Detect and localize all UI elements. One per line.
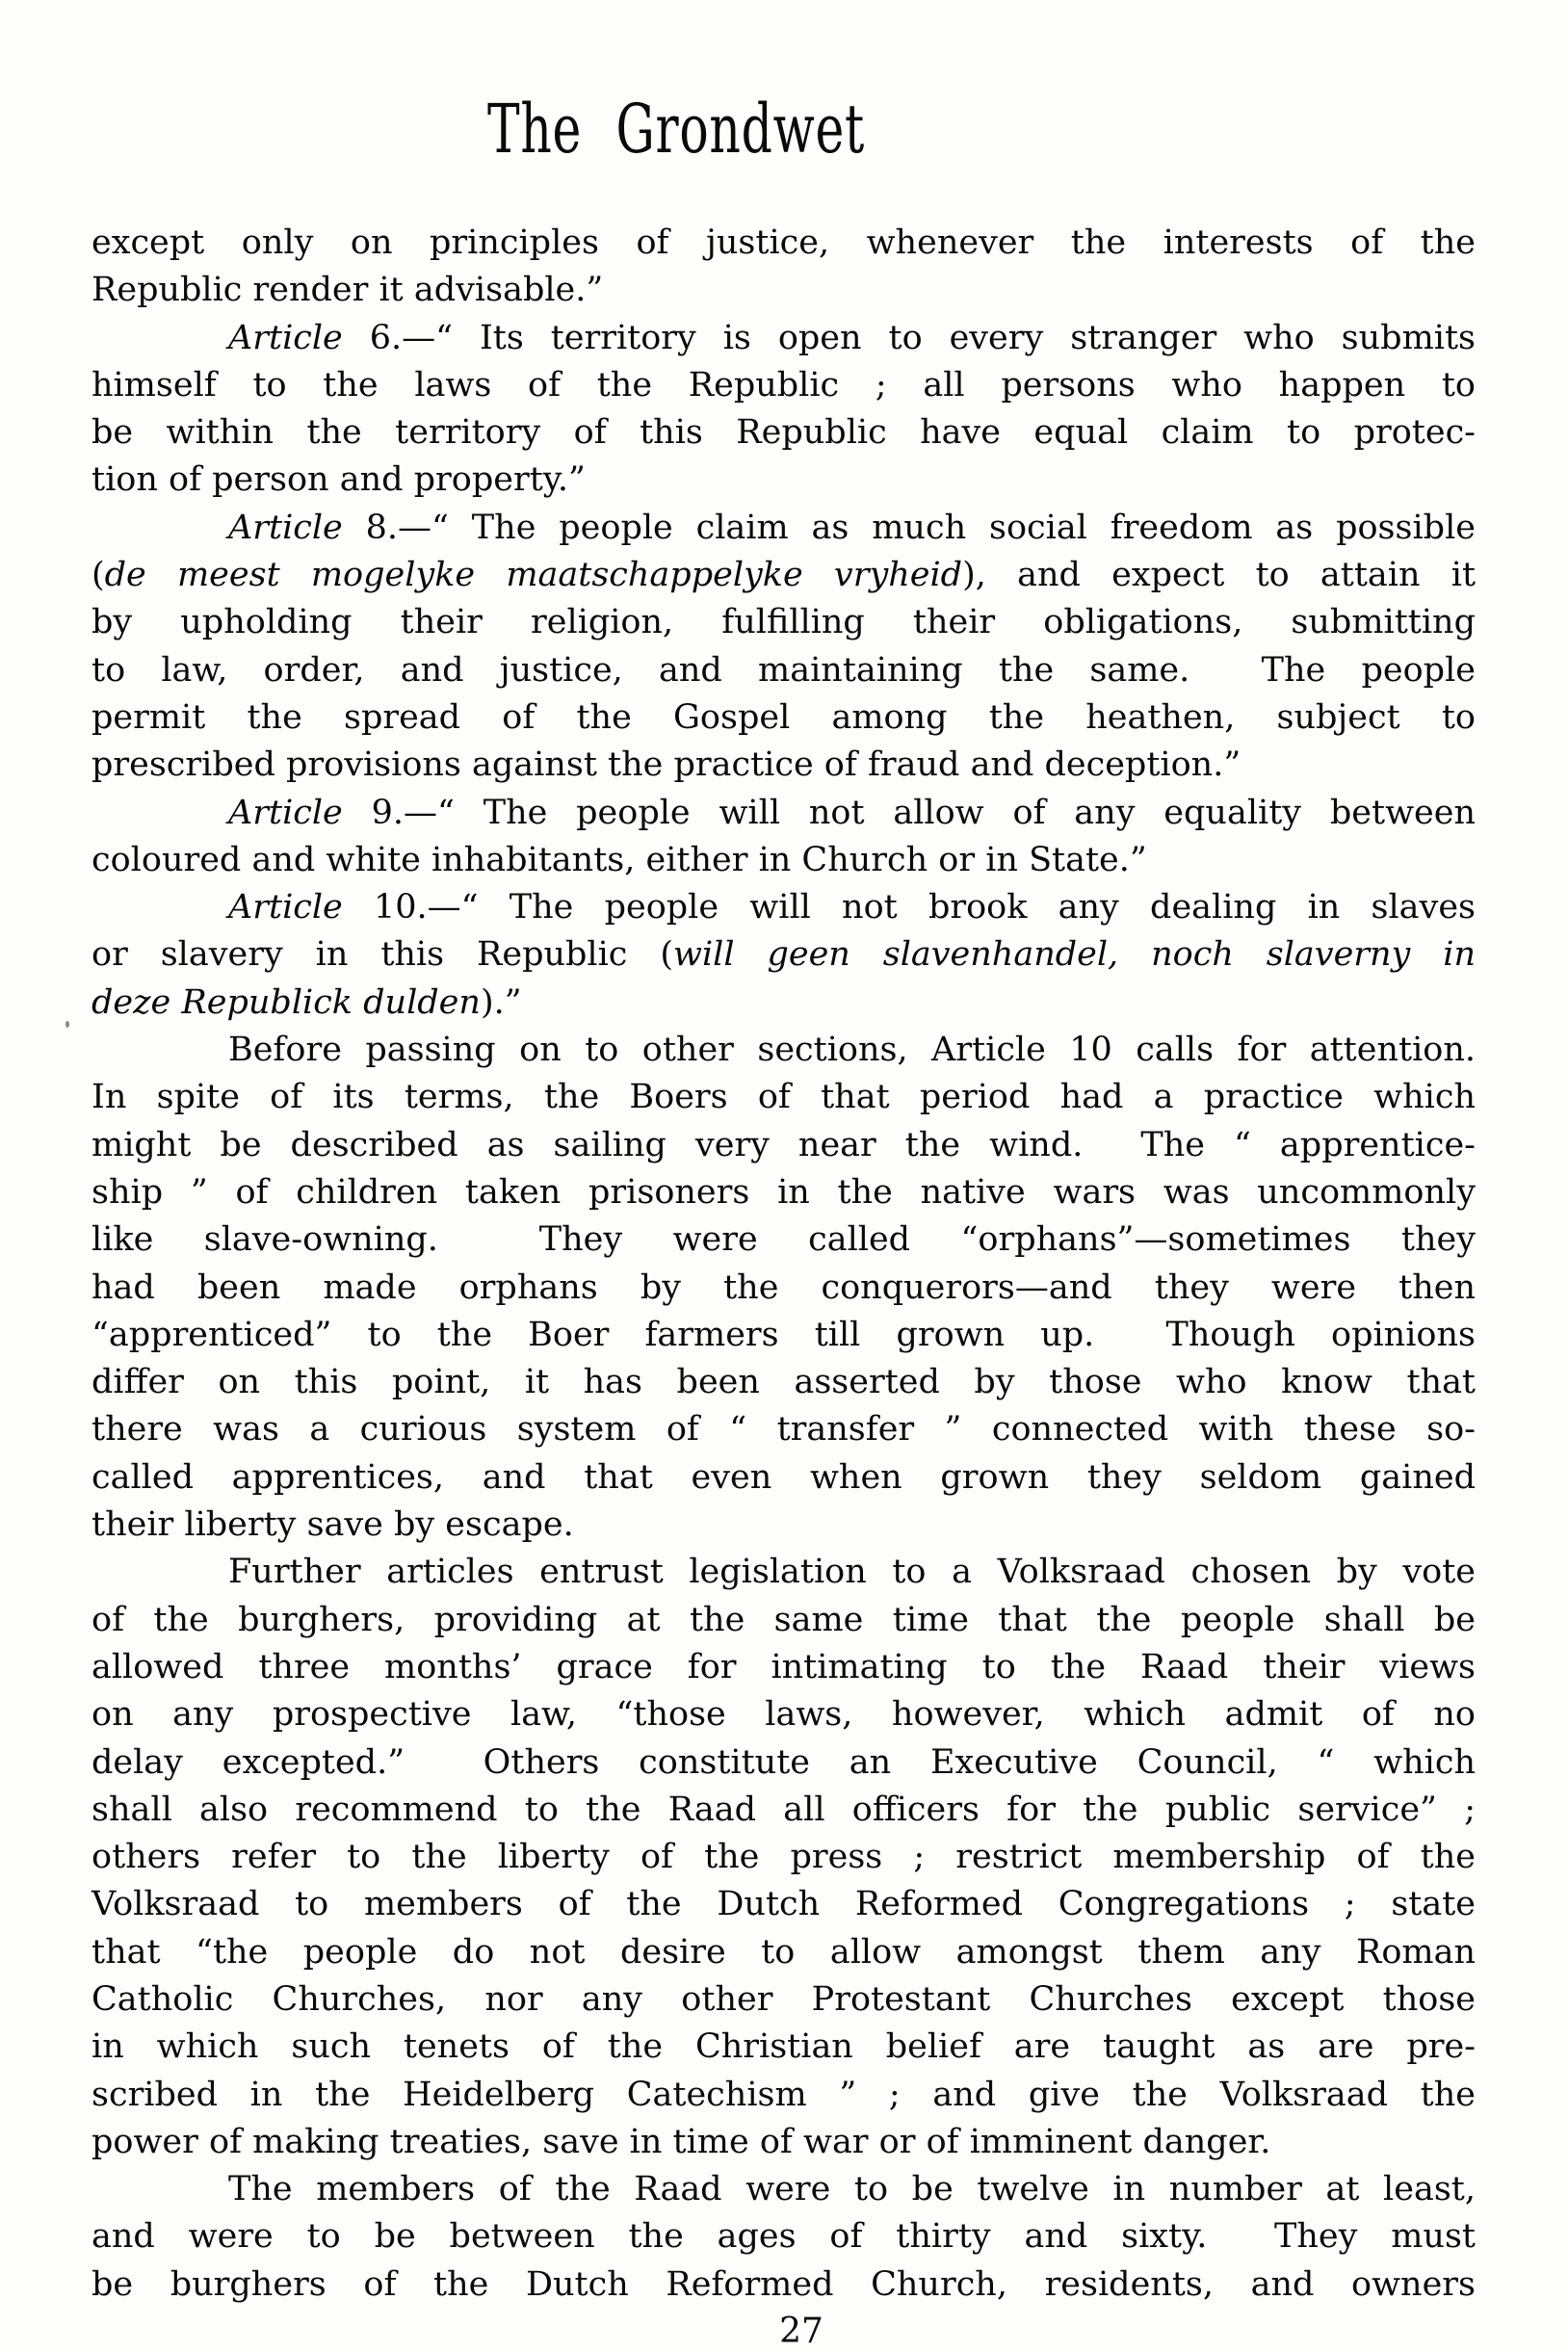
text-run: Before passing on to other sections, Article 10 calls for attention. xyxy=(228,1031,1476,1070)
italic-text-run: de meest mogelyke maatschappelyke vryheid xyxy=(104,556,963,595)
text-run: like slave-owning. They were called “orphans”—sometimes they xyxy=(91,1220,1476,1260)
text-line xyxy=(91,362,1476,409)
text-run: or slavery in this Republic ( xyxy=(91,935,673,975)
text-line xyxy=(91,2119,1476,2166)
text-line xyxy=(91,505,1476,552)
text-line xyxy=(91,1644,1476,1691)
paragraph xyxy=(91,2166,1476,2309)
text-run: Further articles entrust legislation to a Volksraad chosen by vote xyxy=(228,1553,1476,1592)
text-run: of the burghers, providing at the same time that the people shall be xyxy=(91,1600,1476,1639)
text-run: might be described as sailing very near the wind. The “ apprentice- xyxy=(91,1125,1476,1164)
text-line xyxy=(91,1169,1476,1216)
text-line xyxy=(91,1454,1476,1502)
text-line xyxy=(91,457,1476,504)
paragraph xyxy=(91,884,1476,1027)
text-run: differ on this point, it has been asserted by those who know that xyxy=(91,1363,1476,1402)
text-line xyxy=(91,2072,1476,2119)
scan-artifact xyxy=(65,1021,69,1028)
text-line xyxy=(91,267,1476,314)
text-run: called apprentices, and that even when grown they seldom gained xyxy=(91,1457,1476,1497)
italic-text-run: Article xyxy=(228,508,343,547)
text-run: permit the spread of the Gospel among the heathen, subject to xyxy=(91,697,1476,737)
text-run: by upholding their religion, fulfilling their obligations, submitting xyxy=(91,603,1476,642)
text-line xyxy=(91,1881,1476,1928)
text-line xyxy=(91,409,1476,457)
text-line xyxy=(91,552,1476,599)
text-line xyxy=(91,1406,1476,1453)
text-run: Volksraad to members of the Dutch Reformed Congregations ; state xyxy=(91,1885,1476,1924)
text-run: 6.—“ Its territory is open to every stranger who submits xyxy=(342,318,1476,357)
text-line xyxy=(91,2166,1476,2213)
text-run: 9.—“ The people will not allow of any equality between xyxy=(342,793,1476,832)
text-run: in which such tenets of the Christian belief are taught as are pre- xyxy=(91,2027,1476,2067)
text-line xyxy=(91,980,1476,1027)
text-line xyxy=(91,1359,1476,1406)
paragraph xyxy=(91,505,1476,790)
text-line xyxy=(91,2213,1476,2261)
text-line xyxy=(91,315,1476,362)
text-run: power of making treaties, save in time of war or of imminent danger. xyxy=(91,2122,1271,2161)
text-run: there was a curious system of “ transfer ” connected with these so- xyxy=(91,1410,1476,1450)
text-line xyxy=(91,647,1476,694)
text-run: had been made orphans by the conquerors—and they were then xyxy=(91,1267,1476,1307)
text-line xyxy=(91,884,1476,931)
italic-text-run: deze Republick dulden xyxy=(91,982,481,1022)
text-line xyxy=(91,1834,1476,1881)
italic-text-run: Article xyxy=(228,318,343,357)
text-run: delay excepted.” Others constitute an Executive Council, “ which xyxy=(91,1742,1476,1782)
paragraph xyxy=(91,315,1476,505)
text-run: 10.—“ The people will not brook any dealing in slaves xyxy=(342,888,1476,928)
text-run: tion of person and property.” xyxy=(91,460,586,500)
text-line xyxy=(91,1312,1476,1359)
text-line xyxy=(91,1122,1476,1169)
text-run: In spite of its terms, the Boers of that period had a practice which xyxy=(91,1078,1476,1117)
text-run: their liberty save by escape. xyxy=(91,1505,574,1545)
text-run: Catholic Churches, nor any other Protestant Churches except those xyxy=(91,1979,1476,2019)
page-number: 27 xyxy=(779,2312,823,2351)
text-run: others refer to the liberty of the press ; restrict membership of the xyxy=(91,1838,1476,1877)
text-line xyxy=(91,599,1476,646)
text-run: be within the territory of this Republic have equal claim to protec- xyxy=(91,413,1476,453)
text-line xyxy=(91,1739,1476,1787)
text-run: shall also recommend to the Raad all officers for the public service” ; xyxy=(91,1790,1476,1829)
text-line xyxy=(91,1027,1476,1074)
text-run: ( xyxy=(91,556,105,595)
text-run: to law, order, and justice, and maintaining the same. The people xyxy=(91,650,1476,690)
text-run: on any prospective law, “those laws, however, which admit of no xyxy=(91,1695,1476,1735)
text-line xyxy=(91,1074,1476,1121)
text-line xyxy=(91,742,1476,789)
text-line xyxy=(91,2024,1476,2071)
text-run: “apprenticed” to the Boer farmers till grown up. Though opinions xyxy=(91,1315,1476,1354)
text-run: The members of the Raad were to be twelve in number at least, xyxy=(228,2170,1476,2209)
text-run: 8.—“ The people claim as much social freedom as possible xyxy=(342,508,1476,547)
text-line xyxy=(91,1549,1476,1596)
page-title: The Grondwet xyxy=(487,90,865,169)
text-line xyxy=(91,2261,1476,2309)
paragraph xyxy=(91,220,1476,315)
text-run: and were to be between the ages of thirty and sixty. They must xyxy=(91,2217,1476,2257)
text-run: except only on principles of justice, whenever the interests of the xyxy=(91,223,1476,262)
italic-text-run: Article xyxy=(228,888,343,928)
body-text xyxy=(91,220,1476,2309)
text-line xyxy=(91,1929,1476,1976)
text-line xyxy=(91,1787,1476,1834)
text-run: scribed in the Heidelberg Catechism ” ; and give the Volksraad the xyxy=(91,2075,1476,2114)
italic-text-run: Article xyxy=(228,793,343,832)
text-line xyxy=(91,837,1476,884)
italic-text-run: will geen slavenhandel, noch slaverny in xyxy=(672,935,1476,975)
paragraph xyxy=(91,1549,1476,2166)
text-line xyxy=(91,1597,1476,1644)
text-run: ).” xyxy=(480,982,522,1022)
text-line xyxy=(91,1216,1476,1264)
text-line xyxy=(91,220,1476,267)
text-run: be burghers of the Dutch Reformed Church, residents, and owners xyxy=(91,2264,1476,2304)
text-line xyxy=(91,790,1476,837)
text-run: ship ” of children taken prisoners in the native wars was uncommonly xyxy=(91,1172,1476,1212)
paragraph xyxy=(91,1027,1476,1549)
text-line xyxy=(91,1691,1476,1738)
text-run: prescribed provisions against the practice of fraud and deception.” xyxy=(91,745,1241,785)
text-line xyxy=(91,931,1476,979)
text-line xyxy=(91,1502,1476,1549)
text-run: that “the people do not desire to allow amongst them any Roman xyxy=(91,1932,1476,1972)
text-run: allowed three months’ grace for intimating to the Raad their views xyxy=(91,1647,1476,1686)
text-run: himself to the laws of the Republic ; all persons who happen to xyxy=(91,365,1476,405)
text-line xyxy=(91,694,1476,742)
text-run: coloured and white inhabitants, either in Church or in State.” xyxy=(91,840,1147,879)
text-line xyxy=(91,1265,1476,1312)
paragraph xyxy=(91,790,1476,885)
text-run: ), and expect to attain it xyxy=(962,556,1477,595)
text-line xyxy=(91,1976,1476,2024)
text-run: Republic render it advisable.” xyxy=(91,271,604,310)
